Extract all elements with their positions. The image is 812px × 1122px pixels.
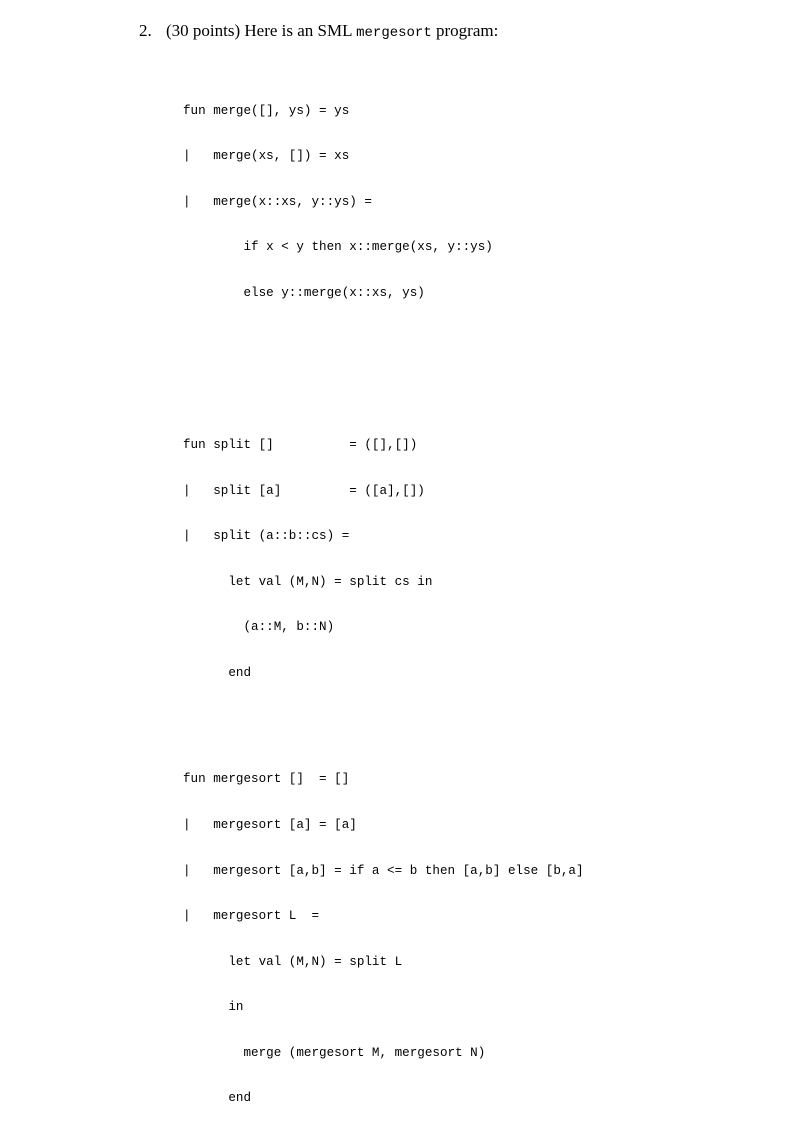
code-line: | mergesort L =: [183, 909, 320, 924]
code-listing: [183, 58, 584, 1122]
code-line: | merge(x::xs, y::ys) =: [183, 194, 372, 209]
code-line: else y::merge(x::xs, ys): [183, 285, 425, 300]
code-line: let val (M,N) = split L: [183, 954, 403, 969]
code-line: (a::M, b::N): [183, 620, 335, 635]
code-gap: [183, 712, 584, 727]
question-heading: [139, 20, 498, 44]
code-gap: [183, 377, 584, 392]
code-gap: [183, 332, 584, 347]
question-number: 2.: [139, 21, 152, 40]
question-prefix: (30 points) Here is an SML: [166, 21, 357, 40]
code-line: | split [a] = ([a],[]): [183, 483, 425, 498]
code-line: in: [183, 1000, 244, 1015]
code-line: | split (a::b::cs) =: [183, 529, 350, 544]
code-line: | mergesort [a,b] = if a <= b then [a,b] else [b,a]: [183, 863, 584, 878]
code-line: if x < y then x::merge(xs, y::ys): [183, 240, 493, 255]
code-line: merge (mergesort M, mergesort N): [183, 1045, 486, 1060]
code-line: fun mergesort [] = []: [183, 772, 350, 787]
code-line: fun split [] = ([],[]): [183, 437, 418, 452]
code-line: fun merge([], ys) = ys: [183, 103, 350, 118]
code-line: | mergesort [a] = [a]: [183, 817, 357, 832]
code-line: | merge(xs, []) = xs: [183, 149, 350, 164]
code-line: let val (M,N) = split cs in: [183, 574, 433, 589]
question-suffix: program:: [431, 21, 499, 40]
code-line: end: [183, 665, 252, 680]
code-line: end: [183, 1091, 252, 1106]
question-code-word: mergesort: [356, 25, 432, 41]
